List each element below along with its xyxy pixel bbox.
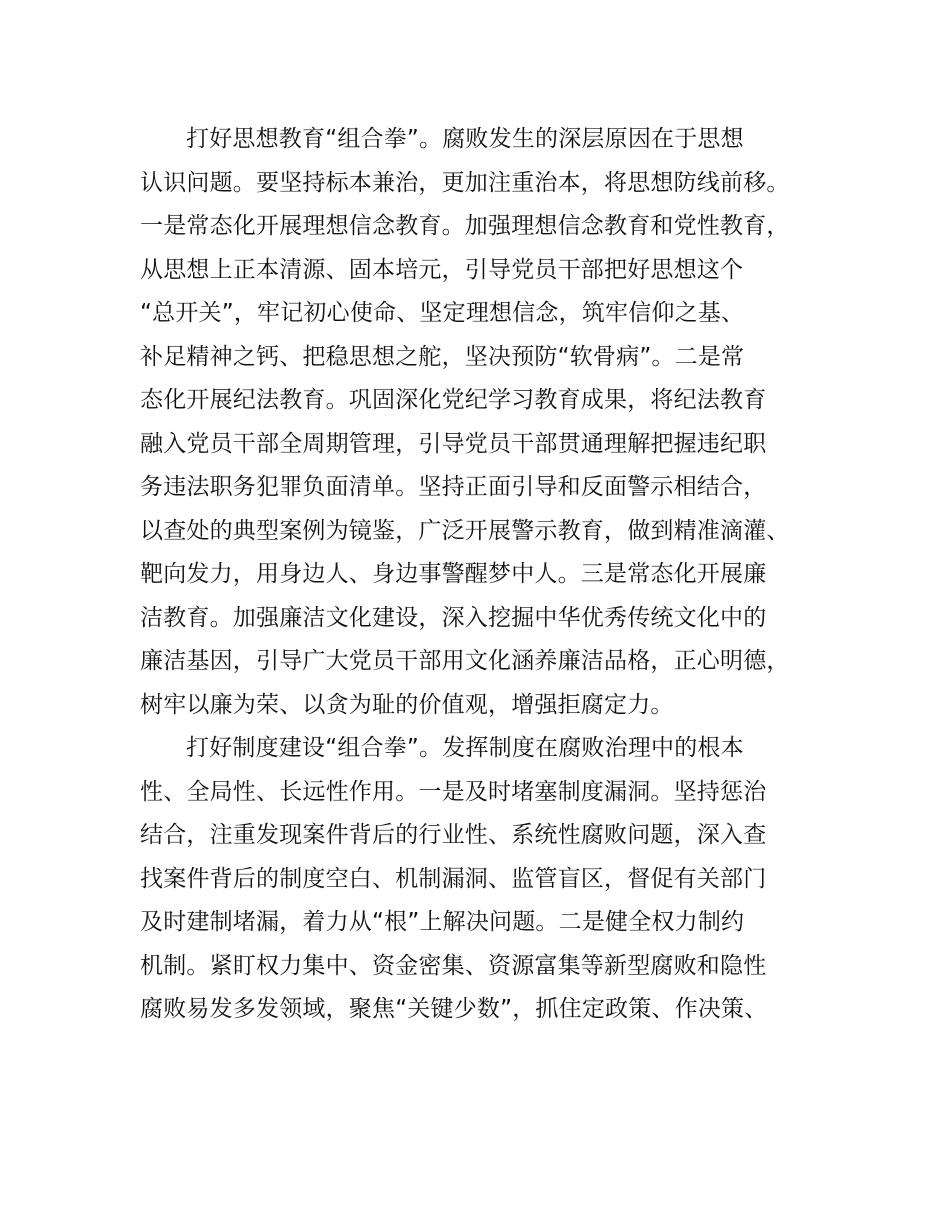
text-line: 补足精神之钙、把稳思想之舵，坚决预防“软骨病”。二是常 <box>140 343 745 370</box>
text-line: 腐败易发多发领域，聚焦“关键少数”，抓住定政策、作决策、 <box>140 996 768 1022</box>
text-line: 态化开展纪法教育。巩固深化党纪学习教育成果，将纪法教育 <box>140 387 767 413</box>
text-line: 性、全局性、长远性作用。一是及时堵塞制度漏洞。坚持惩治 <box>140 778 767 805</box>
text-line: 认识问题。要坚持标本兼治，更加注重治本，将思想防线前移。 <box>140 169 790 196</box>
text-line: 靶向发力，用身边人、身边事警醒梦中人。三是常态化开展廉 <box>140 561 767 587</box>
text-line: 找案件背后的制度空白、机制漏洞、监管盲区，督促有关部门 <box>140 865 767 892</box>
text-line: 务违法职务犯罪负面清单。坚持正面引导和反面警示相结合， <box>140 474 767 500</box>
paragraph-ideological-education <box>140 118 840 727</box>
text-line: 树牢以廉为荣、以贪为耻的价值观，增强拒腐定力。 <box>140 691 674 718</box>
text-line: 从思想上正本清源、固本培元，引导党员干部把好思想这个 <box>140 256 744 283</box>
document-body <box>140 118 840 1032</box>
text-line: 打好制度建设“组合拳”。发挥制度在腐败治理中的根本 <box>186 735 744 761</box>
text-line: 廉洁基因，引导广大党员干部用文化涵养廉洁品格，正心明德， <box>140 648 790 674</box>
text-line: 及时建制堵漏，着力从“根”上解决问题。二是健全权力制约 <box>140 909 745 935</box>
text-line: 洁教育。加强廉洁文化建设，深入挖掘中华优秀传统文化中的 <box>140 604 767 631</box>
text-line: 结合，注重发现案件背后的行业性、系统性腐败问题，深入查 <box>140 822 767 848</box>
text-line: “总开关”，牢记初心使命、坚定理想信念，筑牢信仰之基、 <box>140 300 745 326</box>
text-line: 以查处的典型案例为镜鉴，广泛开展警示教育，做到精准滴灌、 <box>140 517 790 544</box>
text-line: 融入党员干部全周期管理，引导党员干部贯通理解把握违纪职 <box>140 430 767 457</box>
paragraph-institutional-building <box>140 727 840 1032</box>
text-line: 打好思想教育“组合拳”。腐败发生的深层原因在于思想 <box>186 126 744 152</box>
text-line: 一是常态化开展理想信念教育。加强理想信念教育和党性教育， <box>140 213 790 239</box>
text-line: 机制。紧盯权力集中、资金密集、资源富集等新型腐败和隐性 <box>140 952 767 979</box>
